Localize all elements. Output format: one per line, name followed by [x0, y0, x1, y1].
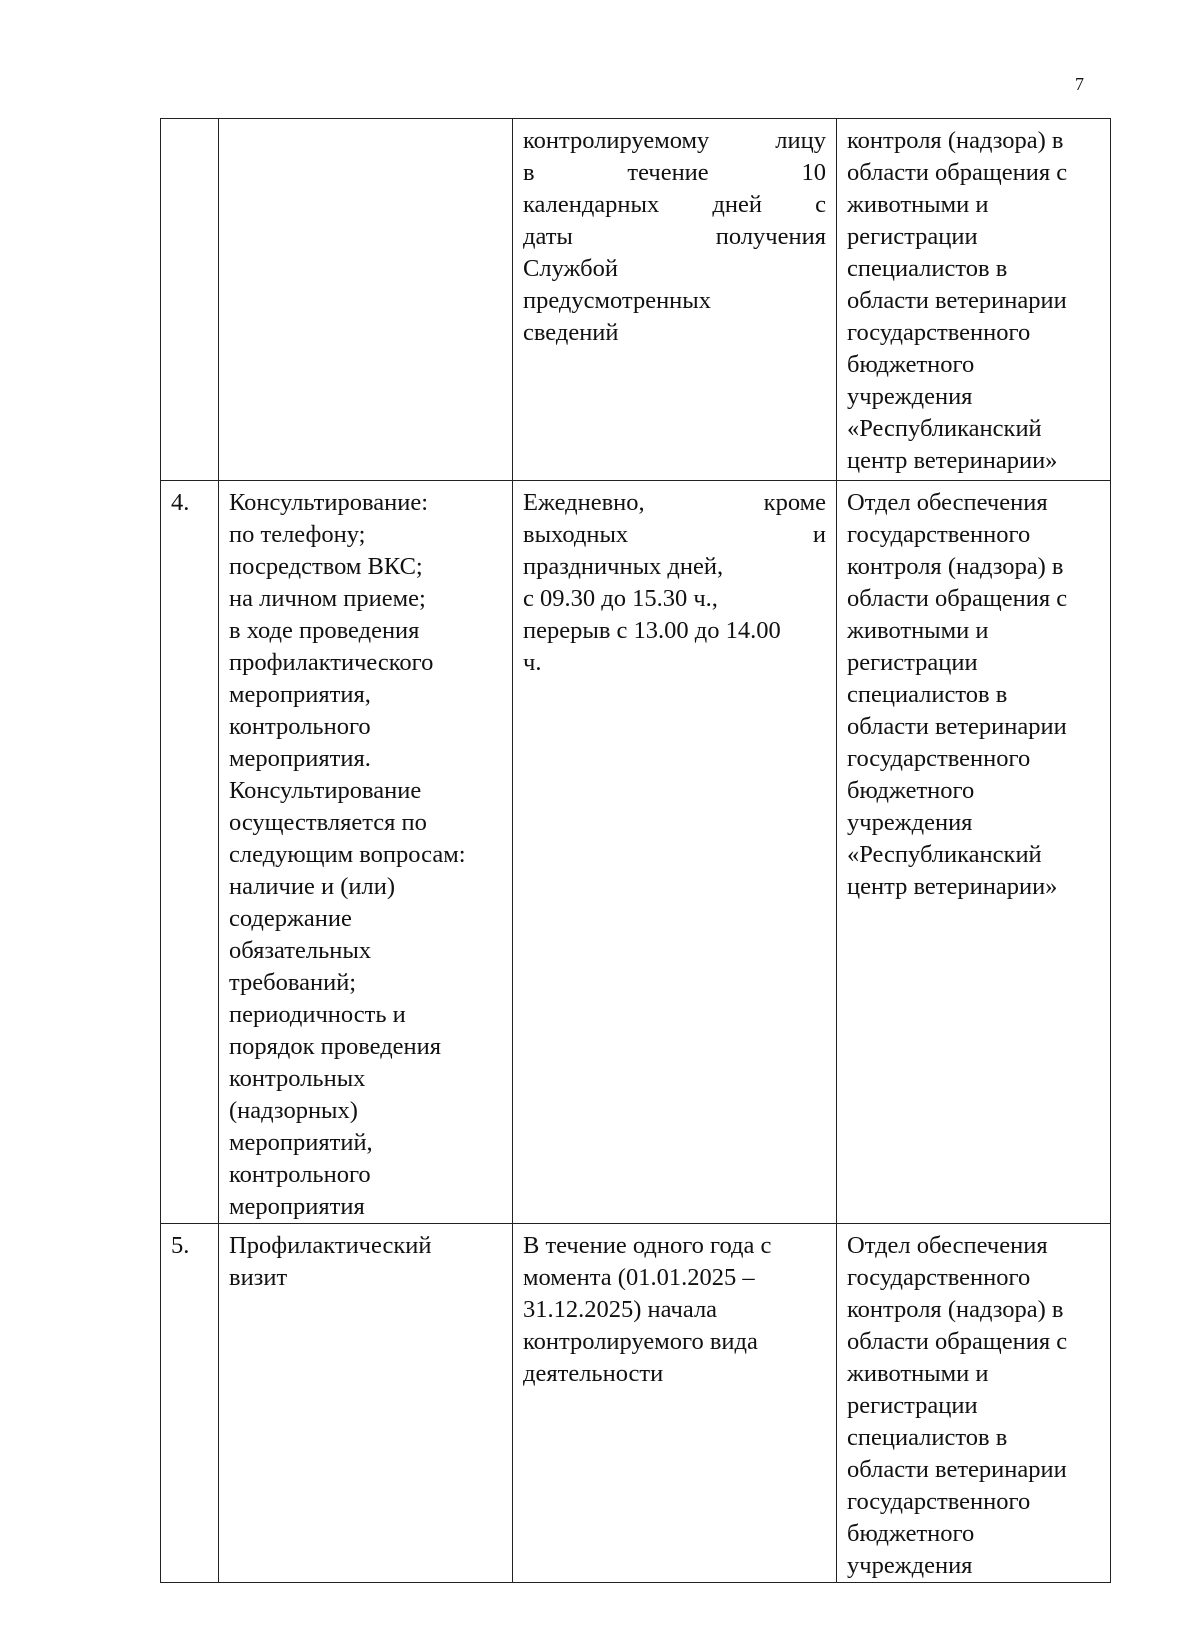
- responsible-cell: [837, 119, 1111, 481]
- term-line: [523, 615, 826, 647]
- term-line: [523, 551, 826, 583]
- activity-name-line: посредством ВКС;: [229, 553, 423, 580]
- term-line: [523, 221, 826, 253]
- activity-name-line: визит: [229, 1264, 288, 1291]
- activity-name-line: мероприятия,: [229, 681, 371, 708]
- responsible-line: специалистов в: [847, 255, 1008, 282]
- term-word: дней: [712, 191, 762, 218]
- responsible-line: животными и: [847, 617, 989, 644]
- responsible-line: «Республиканский: [847, 841, 1042, 868]
- responsible-line: области обращения с: [847, 1328, 1068, 1355]
- activities-table: [160, 118, 1111, 1583]
- term-line: [523, 157, 826, 189]
- term-line: [523, 253, 826, 285]
- responsible-line: животными и: [847, 191, 989, 218]
- responsible-line: регистрации: [847, 649, 978, 676]
- activity-name-line: контрольного: [229, 1161, 371, 1188]
- responsible-line: животными и: [847, 1360, 989, 1387]
- term-word: контролируемому: [523, 127, 710, 154]
- table-row-4: [161, 481, 1111, 1224]
- responsible-line: регистрации: [847, 223, 978, 250]
- term-word: сведений: [523, 319, 619, 346]
- row-number: 4.: [171, 489, 190, 516]
- activity-name-line: содержание: [229, 905, 352, 932]
- term-word: течение: [627, 159, 709, 186]
- term-word: 10: [801, 159, 826, 186]
- responsible-line: бюджетного: [847, 351, 975, 378]
- row-number-cell: [161, 1224, 219, 1583]
- responsible-line: Отдел обеспечения: [847, 489, 1048, 516]
- activity-name-line: осуществляется по: [229, 809, 427, 836]
- responsible-line: специалистов в: [847, 681, 1008, 708]
- responsible-line: контроля (надзора) в: [847, 1296, 1064, 1323]
- term-word: контролируемого вида: [523, 1328, 758, 1355]
- activity-name-line: контрольных: [229, 1065, 366, 1092]
- term-line: [523, 189, 826, 221]
- responsible-line: государственного: [847, 1488, 1031, 1515]
- term-word: 31.12.2025) начала: [523, 1296, 718, 1323]
- row-number-cell: [161, 481, 219, 1224]
- term-word: даты: [523, 223, 573, 250]
- term-line: [523, 583, 826, 615]
- activity-name-line: следующим вопросам:: [229, 841, 466, 868]
- activity-name-line: обязательных: [229, 937, 372, 964]
- responsible-line: «Республиканский: [847, 415, 1042, 442]
- responsible-line: Отдел обеспечения: [847, 1232, 1048, 1259]
- table-row-5: [161, 1224, 1111, 1583]
- term-word: в: [523, 159, 535, 186]
- responsible-line: государственного: [847, 745, 1031, 772]
- term-cell: [513, 481, 837, 1224]
- responsible-line: государственного: [847, 1264, 1031, 1291]
- row-number-cell: [161, 119, 219, 481]
- term-word: предусмотренных: [523, 287, 711, 314]
- responsible-line: бюджетного: [847, 777, 975, 804]
- term-word: с 09.30 до 15.30 ч.,: [523, 585, 718, 612]
- responsible-line: бюджетного: [847, 1520, 975, 1547]
- term-cell: [513, 1224, 837, 1583]
- responsible-line: учреждения: [847, 383, 973, 410]
- table-body: [161, 119, 1111, 1583]
- term-line: [523, 1262, 826, 1294]
- term-word: и: [812, 521, 826, 548]
- term-word: получения: [715, 223, 826, 250]
- term-line: [523, 647, 826, 679]
- responsible-line: государственного: [847, 319, 1031, 346]
- responsible-line: центр ветеринарии»: [847, 447, 1058, 474]
- page-number: 7: [1075, 74, 1084, 94]
- responsible-line: регистрации: [847, 1392, 978, 1419]
- activity-name-line: периодичность и: [229, 1001, 406, 1028]
- responsible-line: государственного: [847, 521, 1031, 548]
- activity-name-line: мероприятия.: [229, 745, 371, 772]
- responsible-line: области ветеринарии: [847, 713, 1067, 740]
- term-line: [523, 1294, 826, 1326]
- term-line: [523, 125, 826, 157]
- responsible-line: области ветеринарии: [847, 1456, 1067, 1483]
- activity-name-line: Консультирование: [229, 777, 422, 804]
- activity-name-line: (надзорных): [229, 1097, 358, 1124]
- activity-name-line: мероприятия: [229, 1193, 365, 1220]
- activity-name-line: контрольного: [229, 713, 371, 740]
- activity-name-line: в ходе проведения: [229, 617, 420, 644]
- term-line: [523, 1230, 826, 1262]
- term-word: ч.: [523, 649, 542, 676]
- activity-name-cell: [219, 1224, 513, 1583]
- term-line: [523, 317, 826, 349]
- responsible-line: области ветеринарии: [847, 287, 1067, 314]
- term-line: [523, 519, 826, 551]
- term-word: момента (01.01.2025 –: [523, 1264, 755, 1291]
- term-cell: [513, 119, 837, 481]
- term-line: [523, 487, 826, 519]
- responsible-line: контроля (надзора) в: [847, 127, 1064, 154]
- activity-name-cell: [219, 481, 513, 1224]
- term-word: деятельности: [523, 1360, 664, 1387]
- activity-name-cell: [219, 119, 513, 481]
- responsible-line: центр ветеринарии»: [847, 873, 1058, 900]
- term-word: с: [815, 191, 826, 218]
- activity-name-line: по телефону;: [229, 521, 366, 548]
- term-word: выходных: [523, 521, 629, 548]
- activity-name-line: Профилактический: [229, 1232, 432, 1259]
- term-word: кроме: [763, 489, 826, 516]
- term-line: [523, 1326, 826, 1358]
- responsible-line: специалистов в: [847, 1424, 1008, 1451]
- responsible-cell: [837, 1224, 1111, 1583]
- responsible-line: области обращения с: [847, 585, 1068, 612]
- responsible-line: учреждения: [847, 1552, 973, 1579]
- term-word: Службой: [523, 255, 618, 282]
- row-number: 5.: [171, 1232, 190, 1259]
- activity-name-line: наличие и (или): [229, 873, 395, 900]
- activity-name-line: Консультирование:: [229, 489, 429, 516]
- activity-name-line: порядок проведения: [229, 1033, 442, 1060]
- table-row-continuation: [161, 119, 1111, 481]
- term-word: календарных: [523, 191, 660, 218]
- responsible-line: области обращения с: [847, 159, 1068, 186]
- term-word: В течение одного года с: [523, 1232, 772, 1259]
- responsible-line: учреждения: [847, 809, 973, 836]
- activity-name-line: требований;: [229, 969, 357, 996]
- term-word: перерыв с 13.00 до 14.00: [523, 617, 781, 644]
- term-line: [523, 285, 826, 317]
- term-word: праздничных дней,: [523, 553, 724, 580]
- activity-name-line: на личном приеме;: [229, 585, 426, 612]
- activity-name-line: мероприятий,: [229, 1129, 373, 1156]
- activity-name-line: профилактического: [229, 649, 434, 676]
- responsible-line: контроля (надзора) в: [847, 553, 1064, 580]
- term-word: лицу: [775, 127, 826, 154]
- term-line: [523, 1358, 826, 1390]
- term-word: Ежедневно,: [523, 489, 645, 516]
- responsible-cell: [837, 481, 1111, 1224]
